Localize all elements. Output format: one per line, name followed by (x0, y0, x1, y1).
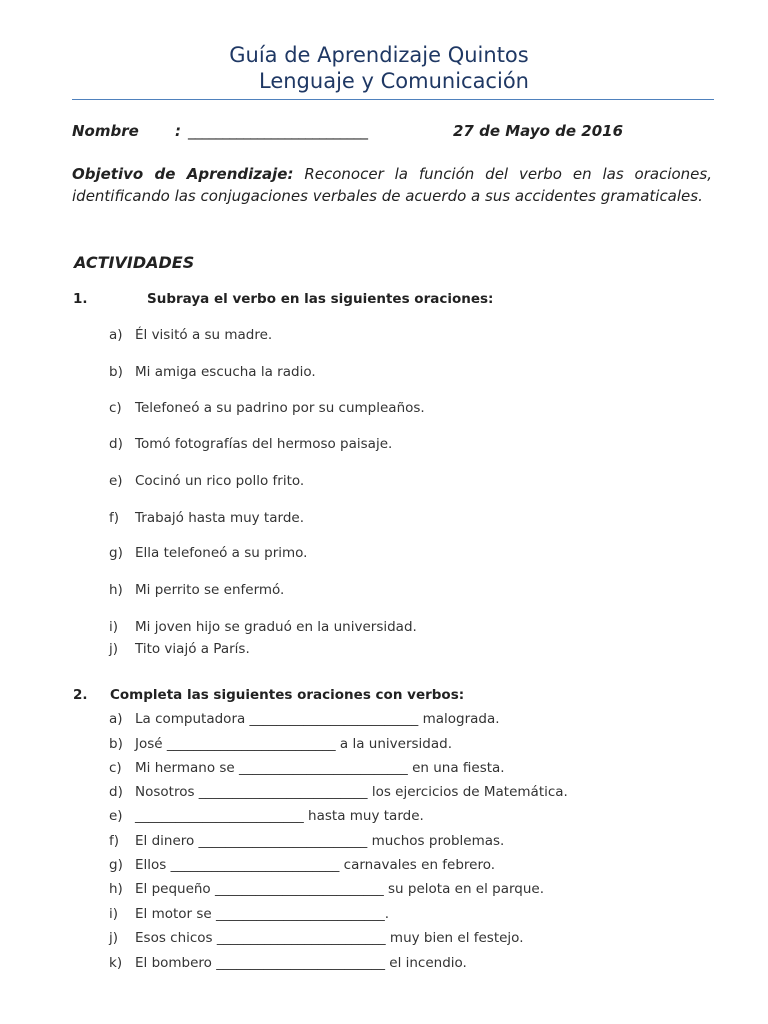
q2-item-e (109, 808, 424, 824)
item-letter: g) (109, 857, 123, 873)
item-letter: h) (109, 881, 123, 897)
item-text: El bombero _________________________ el incendio. (135, 955, 467, 971)
q2-item-g (109, 857, 495, 873)
item-text: Telefoneó a su padrino por su cumpleaños. (135, 400, 425, 416)
q2-item-c (109, 760, 505, 776)
item-text: El dinero _________________________ muchos problemas. (135, 833, 505, 849)
item-letter: j) (109, 930, 119, 946)
item-letter: j) (109, 641, 119, 657)
item-text: Ellos _________________________ carnavales en febrero. (135, 857, 496, 873)
objective-label: Objetivo de Aprendizaje: (72, 165, 294, 183)
item-text: El pequeño _________________________ su pelota en el parque. (135, 881, 545, 897)
q2-item-b (109, 736, 452, 752)
item-text: Cocinó un rico pollo frito. (135, 473, 305, 489)
title-divider (72, 99, 714, 100)
learning-objective (72, 163, 712, 207)
item-letter: e) (109, 808, 123, 824)
item-letter: d) (109, 784, 123, 800)
objective-text: Reconocer la función del verbo en las oraciones, identificando las conjugaciones verbales de acuerdo a sus accidentes gramaticales. (72, 165, 712, 205)
item-text: Él visitó a su madre. (135, 327, 273, 343)
question-2-instruction: Completa las siguientes oraciones con verbos: (110, 687, 465, 703)
item-text: Mi joven hijo se graduó en la universidad. (135, 619, 417, 635)
item-letter: h) (109, 582, 123, 598)
item-letter: e) (109, 473, 123, 489)
item-text: Mi perrito se enfermó. (135, 582, 285, 598)
item-text: _________________________ hasta muy tarde. (135, 808, 424, 824)
item-letter: f) (109, 833, 120, 849)
q2-item-i (109, 906, 389, 922)
document-subtitle: Lenguaje y Comunicación (259, 69, 529, 93)
q1-item-a (109, 327, 272, 343)
item-text: Ella telefoneó a su primo. (135, 545, 308, 561)
question-2-number: 2. (73, 687, 88, 703)
q1-item-c (109, 400, 425, 416)
q1-item-b (109, 364, 316, 380)
date-text: 27 de Mayo de 2016 (453, 122, 624, 140)
item-text: Tito viajó a París. (135, 641, 250, 657)
item-text: Nosotros _________________________ los ejercicios de Matemática. (135, 784, 568, 800)
q2-item-j (109, 930, 524, 946)
q1-item-e (109, 473, 304, 489)
item-letter: b) (109, 736, 123, 752)
q1-item-j (109, 641, 250, 657)
q2-item-f (109, 833, 504, 849)
item-letter: d) (109, 436, 123, 452)
item-text: Mi hermano se _________________________ en una fiesta. (135, 760, 505, 776)
item-letter: f) (109, 510, 120, 526)
item-letter: c) (109, 760, 122, 776)
q2-item-a (109, 711, 500, 727)
item-text: Mi amiga escucha la radio. (135, 364, 316, 380)
q2-item-d (109, 784, 568, 800)
name-colon: : (175, 122, 181, 140)
item-letter: i) (109, 619, 119, 635)
document-title: Guía de Aprendizaje Quintos (229, 43, 529, 67)
item-text: La computadora _________________________ malograda. (135, 711, 500, 727)
item-letter: a) (109, 711, 123, 727)
question-1-number: 1. (73, 291, 88, 307)
q1-item-i (109, 619, 417, 635)
item-text: Esos chicos _________________________ muy bien el festejo. (135, 930, 524, 946)
item-letter: c) (109, 400, 122, 416)
name-blank: __________________________ (188, 122, 368, 140)
item-text: Tomó fotografías del hermoso paisaje. (135, 436, 393, 452)
item-text: Trabajó hasta muy tarde. (135, 510, 304, 526)
question-1-instruction: Subraya el verbo en las siguientes oraciones: (147, 291, 494, 307)
q1-item-f (109, 510, 304, 526)
item-text: José _________________________ a la universidad. (135, 736, 452, 752)
item-letter: g) (109, 545, 123, 561)
item-letter: i) (109, 906, 119, 922)
item-letter: a) (109, 327, 123, 343)
q1-item-d (109, 436, 392, 452)
name-label: Nombre (72, 122, 139, 140)
item-text: El motor se _________________________. (135, 906, 390, 922)
q2-item-k (109, 955, 467, 971)
activities-heading: ACTIVIDADES (74, 253, 195, 272)
q1-item-g (109, 545, 307, 561)
q2-item-h (109, 881, 544, 897)
item-letter: k) (109, 955, 123, 971)
q1-item-h (109, 582, 284, 598)
item-letter: b) (109, 364, 123, 380)
